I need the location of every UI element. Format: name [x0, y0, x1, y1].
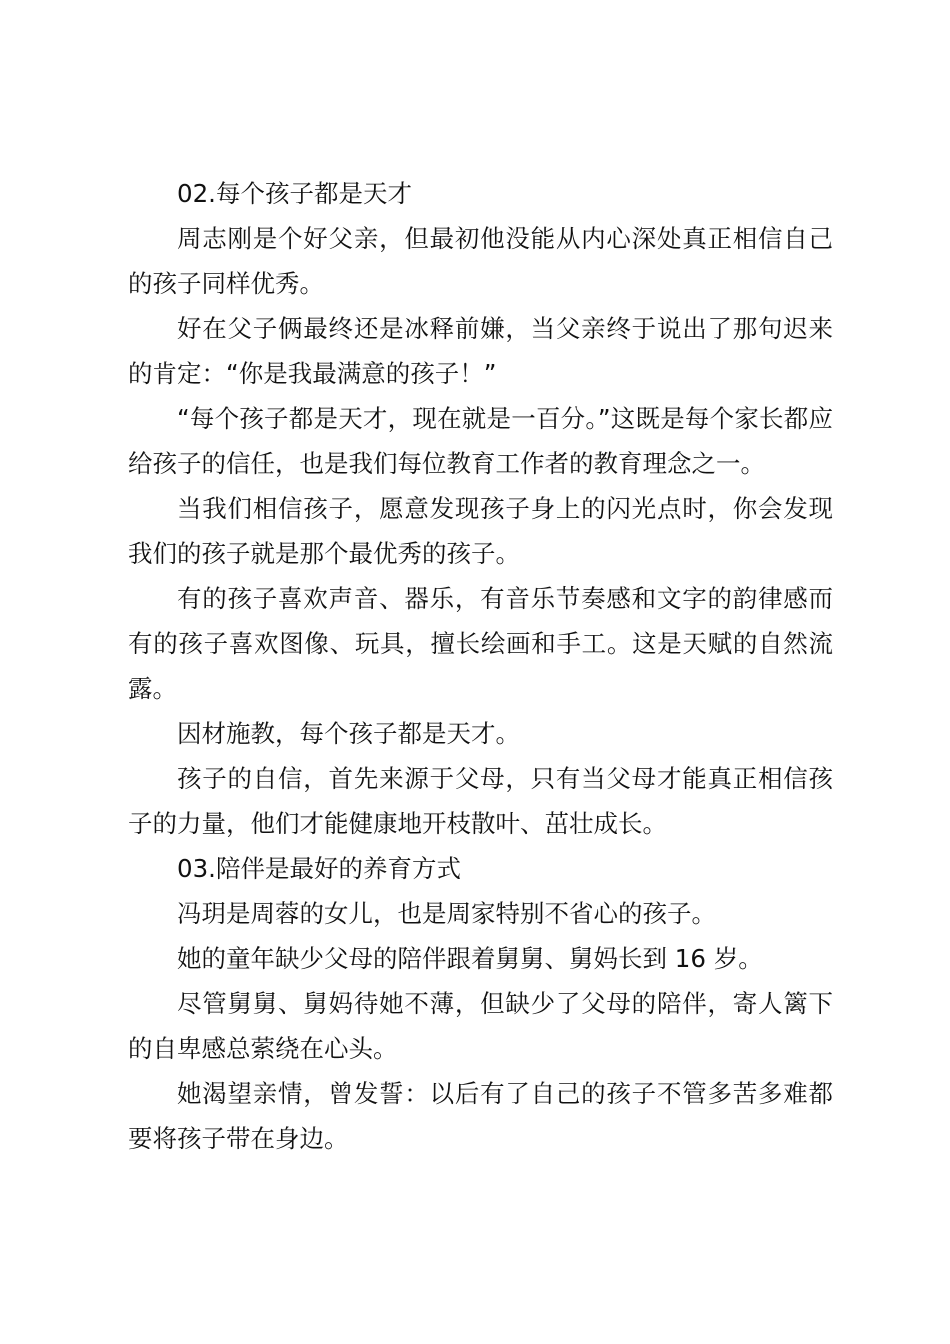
paragraph: 她的童年缺少父母的陪伴跟着舅舅、舅妈长到 16 岁。 [177, 944, 763, 973]
paragraph: 周志刚是个好父亲，但最初他没能从内心深处真正相信自己的孩子同样优秀。 [128, 224, 833, 298]
paragraph: 尽管舅舅、舅妈待她不薄，但缺少了父母的陪伴，寄人篱下的自卑感总萦绕在心头。 [128, 989, 833, 1063]
section-heading: 02.每个孩子都是天才 [177, 179, 412, 208]
paragraph: 冯玥是周蓉的女儿，也是周家特别不省心的孩子。 [177, 899, 716, 928]
paragraph: 有的孩子喜欢声音、器乐，有音乐节奏感和文字的韵律感而有的孩子喜欢图像、玩具，擅长绘画和手工。这是天赋的自然流露。 [128, 584, 833, 703]
section-heading: 03.陪伴是最好的养育方式 [177, 854, 461, 883]
paragraph: 当我们相信孩子，愿意发现孩子身上的闪光点时，你会发现我们的孩子就是那个最优秀的孩子。 [128, 494, 833, 568]
paragraph: 她渴望亲情，曾发誓：以后有了自己的孩子不管多苦多难都要将孩子带在身边。 [128, 1079, 833, 1153]
paragraph: 好在父子俩最终还是冰释前嫌，当父亲终于说出了那句迟来的肯定：“你是我最满意的孩子！” [128, 314, 833, 388]
document-body [128, 171, 833, 1161]
paragraph: “每个孩子都是天才，现在就是一百分。”这既是每个家长都应给孩子的信任，也是我们每位教育工作者的教育理念之一。 [128, 404, 833, 478]
paragraph: 因材施教，每个孩子都是天才。 [177, 719, 520, 748]
paragraph: 孩子的自信，首先来源于父母，只有当父母才能真正相信孩子的力量，他们才能健康地开枝散叶、茁壮成长。 [128, 764, 833, 838]
